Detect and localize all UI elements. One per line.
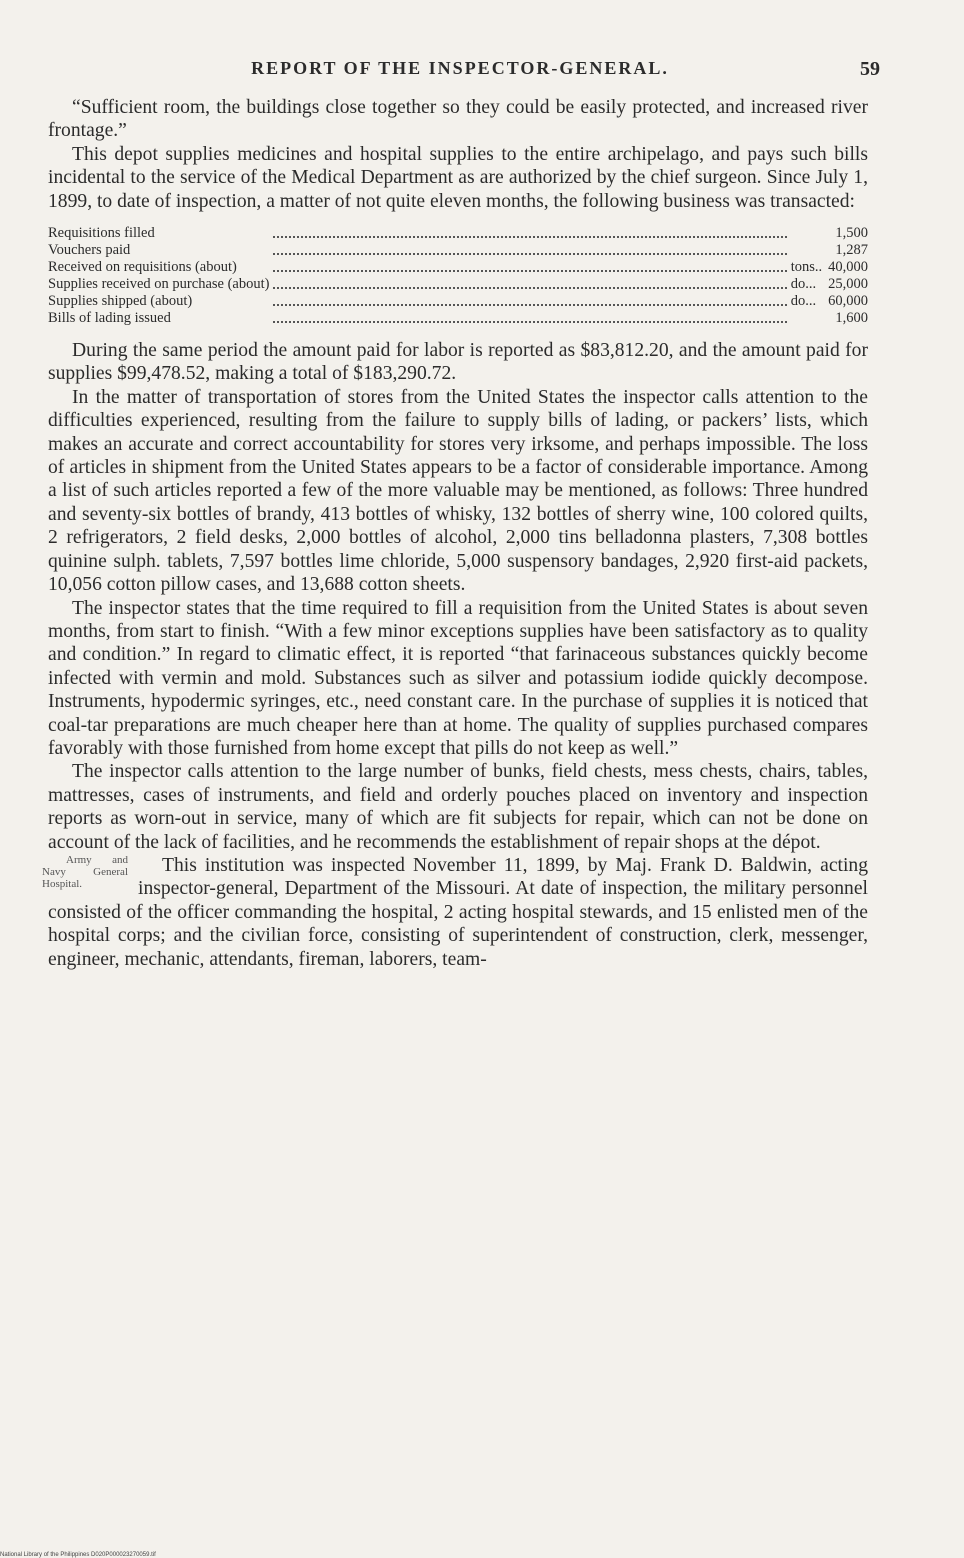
row-unit: do...	[790, 276, 817, 293]
table-row	[48, 242, 868, 259]
row-unit	[791, 242, 828, 259]
row-value: 1,600	[835, 310, 868, 327]
side-note: Army and Navy General Hospital.	[42, 853, 128, 890]
paragraph-payments: During the same period the amount paid for labor is reported as $83,812.20, and the amount paid for supplies $99,478.52, making a total of $183,290.72.	[48, 340, 868, 385]
row-label: Bills of lading issued	[48, 310, 171, 327]
row-value: 40,000	[828, 259, 868, 276]
row-label: Received on requisitions (about)	[48, 259, 237, 276]
paragraph-hospital	[42, 853, 868, 971]
paragraph-depot: This depot supplies medicines and hospital supplies to the entire archipelago, and pays such bills incidental to the service of the Medical Department as are authorized by the chief surgeon. Since July 1, 1899, to date of inspection, a matter of not quite eleven months, the following business was transacted:	[48, 143, 868, 212]
dot-leader	[269, 310, 790, 327]
page-number: 59	[860, 58, 880, 80]
table-row	[48, 276, 868, 293]
row-label: Vouchers paid	[48, 242, 131, 259]
dot-leader	[269, 225, 790, 242]
page-body	[42, 96, 868, 971]
table-row	[48, 225, 868, 242]
row-value: 25,000	[828, 276, 868, 293]
row-value: 60,000	[828, 293, 868, 310]
paragraph-repairs: The inspector calls attention to the large number of bunks, field chests, mess chests, chairs, tables, mattresses, cases of instruments, and field and orderly pouches placed on inventory and inspection reports as worn-out in service, many of which are fit subjects for repair, which can not be done on account of the lack of facilities, and he recommends the establishment of repair shops at the dépot.	[48, 761, 868, 853]
page-title: REPORT OF THE INSPECTOR-GENERAL.	[251, 58, 669, 78]
paragraph-hospital-text: This institution was inspected November 11, 1899, by Maj. Frank D. Baldwin, acting inspector-general, Department of the Missouri. At date of inspection, the military personnel consisted of the officer commanding the hospital, 2 acting hospital stewards, and 15 enlisted men of the hospital corps; and the civilian force, consisting of superintendent of construction, clerk, messenger, engineer, mechanic, attendants, fireman, laborers, team-	[48, 854, 868, 970]
dot-leader	[269, 293, 790, 310]
row-label: Supplies received on purchase (about)	[48, 276, 270, 293]
row-label: Requisitions filled	[48, 225, 155, 242]
business-table	[48, 225, 868, 327]
row-unit: do...	[790, 293, 817, 310]
row-label: Supplies shipped (about)	[48, 293, 193, 310]
paragraph-transportation: In the matter of transportation of stores from the United States the inspector calls attention to the difficulties experienced, resulting from the failure to supply bills of lading, or packers’ lists, which makes an accurate and correct accountability for stores very irksome, and perhaps impossible. The loss of articles in shipment from the United States appears to be a factor of considerable importance. Among a list of such articles reported a few of the more valuable may be mentioned, as follows: Three hundred and seventy-six bottles of brandy, 413 bottles of whisky, 132 bottles of sherry wine, 100 colored quilts, 2 refrigerators, 2 field desks, 2,000 bottles of alcohol, 2,000 tins belladonna plasters, 7,308 bottles quinine sulph. tablets, 7,597 bottles lime chloride, 5,000 suspensory bandages, 2,920 first-aid packets, 10,056 cotton pillow cases, and 13,688 cotton sheets.	[48, 386, 868, 596]
scan-footer: National Library of the Philippines D020P000023270059.tif	[0, 1552, 156, 1558]
dot-leader	[269, 259, 790, 276]
row-unit	[791, 225, 828, 242]
row-value: 1,287	[835, 242, 868, 259]
table-row	[48, 293, 868, 310]
paragraph-quote: “Sufficient room, the buildings close together so they could be easily protected, and increased river frontage.”	[48, 97, 868, 142]
row-unit	[791, 310, 828, 327]
table-row	[48, 259, 868, 276]
table-row	[48, 310, 868, 327]
dot-leader	[269, 276, 790, 293]
paragraph-requisition-time: The inspector states that the time required to fill a requisition from the United States is about seven months, from start to finish. “With a few minor exceptions supplies have been satisfactory as to quality and condition.” In regard to climatic effect, it is reported “that farinaceous substances quickly become infected with vermin and mold. Substances such as silver and potassium iodide quickly decompose. Instruments, hypodermic syringes, etc., need constant care. In the purchase of supplies it is noticed that coal-tar preparations are much cheaper here than at home. The quality of supplies purchased compares favorably with those furnished from home except that pills do not keep as well.”	[48, 597, 868, 759]
running-header	[40, 58, 880, 79]
dot-leader	[269, 242, 790, 259]
row-value: 1,500	[835, 225, 868, 242]
row-unit: tons..	[790, 259, 823, 276]
